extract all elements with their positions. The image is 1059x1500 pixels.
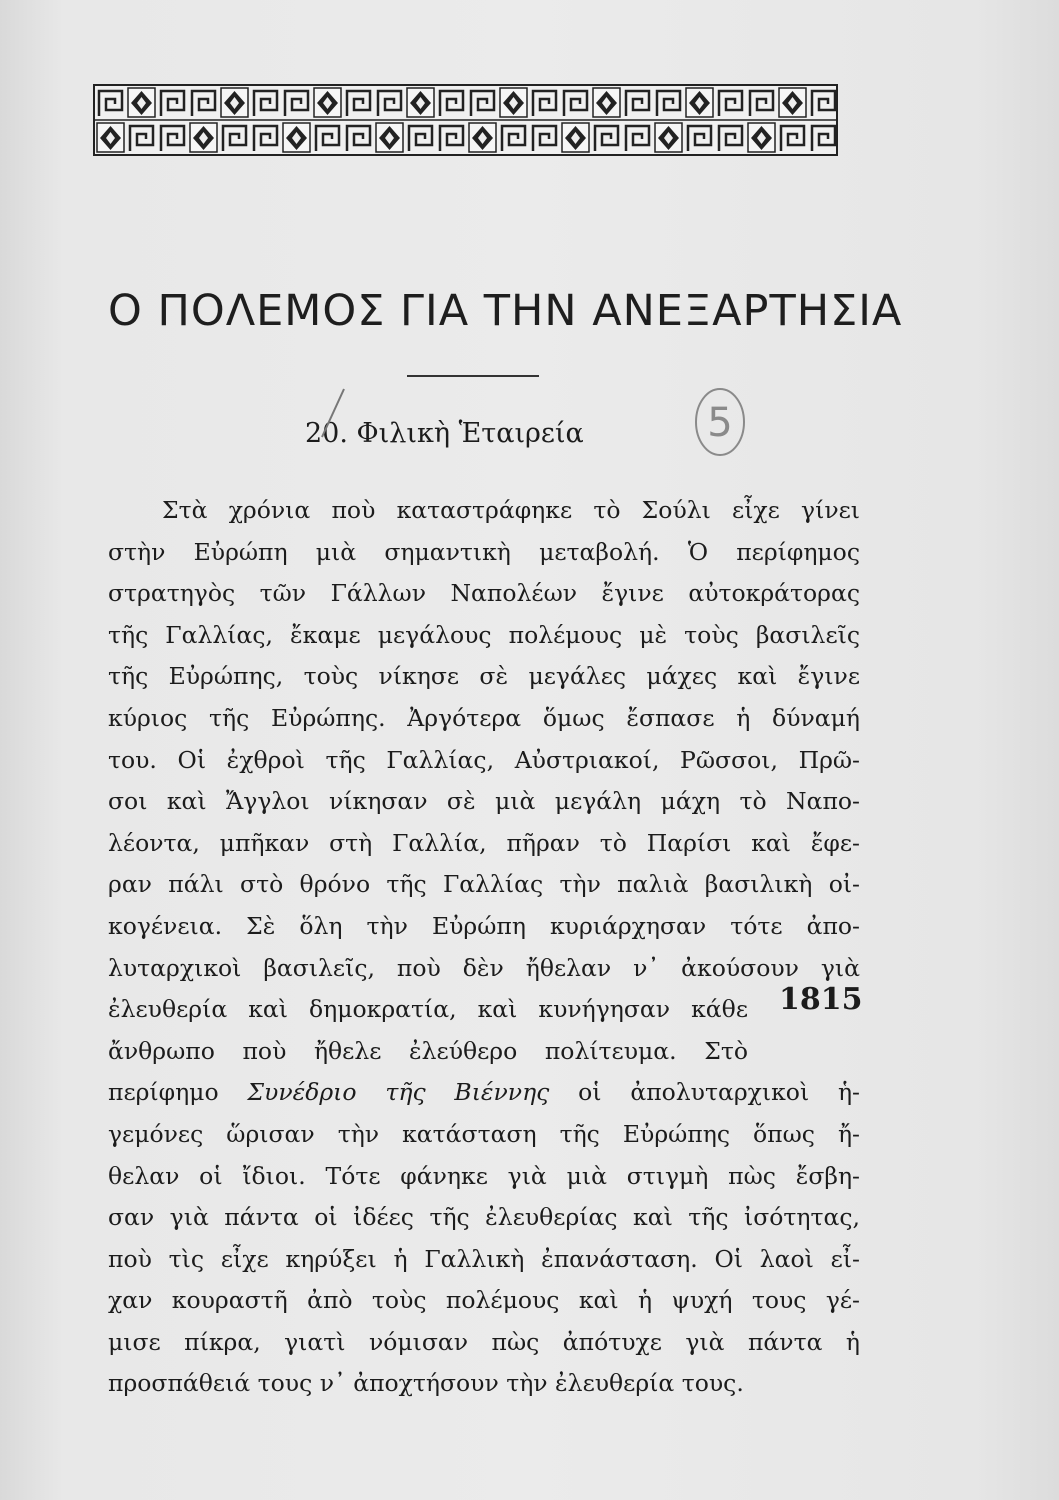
- text-line: σοι καὶ Ἄγγλοι νίκησαν σὲ μιὰ μεγάλη μάχη τὸ Ναπο-: [108, 787, 860, 816]
- text-line: θελαν οἱ ἴδιοι. Τότε φάνηκε γιὰ μιὰ στιγμὴ πὼς ἔσβη-: [108, 1161, 860, 1190]
- text-line: κύριος τῆς Εὐρώπης. Ἀργότερα ὅμως ἔσπασε ἡ δύναμή: [108, 703, 860, 732]
- pencil-slash-mark: [300, 385, 360, 445]
- text-line: λέοντα, μπῆκαν στὴ Γαλλία, πῆραν τὸ Παρίσι καὶ ἔφε-: [108, 828, 860, 857]
- text-line: ποὺ τὶς εἶχε κηρύξει ἡ Γαλλικὴ ἐπανάσταση. Οἱ λαοὶ εἶ-: [108, 1244, 860, 1273]
- pencil-page-number-circle: [690, 384, 750, 460]
- text-line: ἄνθρωπο ποὺ ἤθελε ἐλεύθερο πολίτευμα. Στὸ: [108, 1036, 748, 1065]
- margin-date: 1815: [779, 982, 863, 1017]
- title-divider: [407, 375, 539, 377]
- text-line: προσπάθειά τους ν᾿ ἀποχτήσουν τὴν ἐλευθερία τους.: [108, 1369, 744, 1398]
- greek-key-ornament-band: [93, 84, 838, 156]
- text-line: τῆς Γαλλίας, ἔκαμε μεγάλους πολέμους μὲ τοὺς βασιλεῖς: [108, 620, 860, 649]
- text-fragment: οἱ ἀπολυταρχικοὶ ἡ-: [549, 1078, 860, 1107]
- text-line: σαν γιὰ πάντα οἱ ἰδέες τῆς ἐλευθερίας καὶ τῆς ἰσότητας,: [108, 1203, 860, 1232]
- text-line: στρατηγὸς τῶν Γάλλων Ναπολέων ἔγινε αὐτοκράτορας: [108, 579, 860, 608]
- text-line: μισε πίκρα, γιατὶ νόμισαν πὼς ἀπότυχε γιὰ πάντα ἡ: [108, 1327, 860, 1356]
- text-line: ἐλευθερία καὶ δημοκρατία, καὶ κυνήγησαν κάθε: [108, 995, 748, 1024]
- text-line: του. Οἱ ἐχθροὶ τῆς Γαλλίας, Αὐστριακοί, Ρῶσσοι, Πρῶ-: [108, 745, 860, 774]
- text-line: κογένεια. Σὲ ὅλη τὴν Εὐρώπη κυριάρχησαν τότε ἀπο-: [108, 911, 860, 940]
- body-paragraph: [108, 490, 860, 1405]
- text-line: γεμόνες ὥρισαν τὴν κατάσταση τῆς Εὐρώπης ὅπως ἤ-: [108, 1119, 860, 1148]
- text-line: λυταρχικοὶ βασιλεῖς, ποὺ δὲν ἤθελαν ν᾿ ἀκούσουν γιὰ: [108, 953, 860, 982]
- text-line: Στὰ χρόνια ποὺ καταστράφηκε τὸ Σούλι εἶχε γίνει: [162, 496, 860, 524]
- section-heading: 20. Φιλικὴ Ἑταιρεία: [305, 418, 584, 449]
- text-line: στὴν Εὐρώπη μιὰ σημαντικὴ μεταβολή. Ὁ περίφημος: [108, 537, 860, 566]
- text-line: χαν κουραστῆ ἀπὸ τοὺς πολέμους καὶ ἡ ψυχή τους γέ-: [108, 1286, 860, 1315]
- italic-congress-name: Συνέδριο τῆς Βιέννης: [247, 1078, 550, 1107]
- text-line: τῆς Εὐρώπης, τοὺς νίκησε σὲ μεγάλες μάχες καὶ ἔγινε: [108, 662, 860, 691]
- text-line-with-italic: [108, 1072, 860, 1114]
- text-line: ραν πάλι στὸ θρόνο τῆς Γαλλίας τὴν παλιὰ βασιλικὴ οἰ-: [108, 870, 860, 899]
- pencil-annotation: 5: [707, 400, 733, 446]
- chapter-title: Ο ΠΟΛΕΜΟΣ ΓΙΑ ΤΗΝ ΑΝΕΞΑΡΤΗΣΙΑ: [108, 286, 903, 336]
- text-fragment: περίφημο: [108, 1078, 248, 1107]
